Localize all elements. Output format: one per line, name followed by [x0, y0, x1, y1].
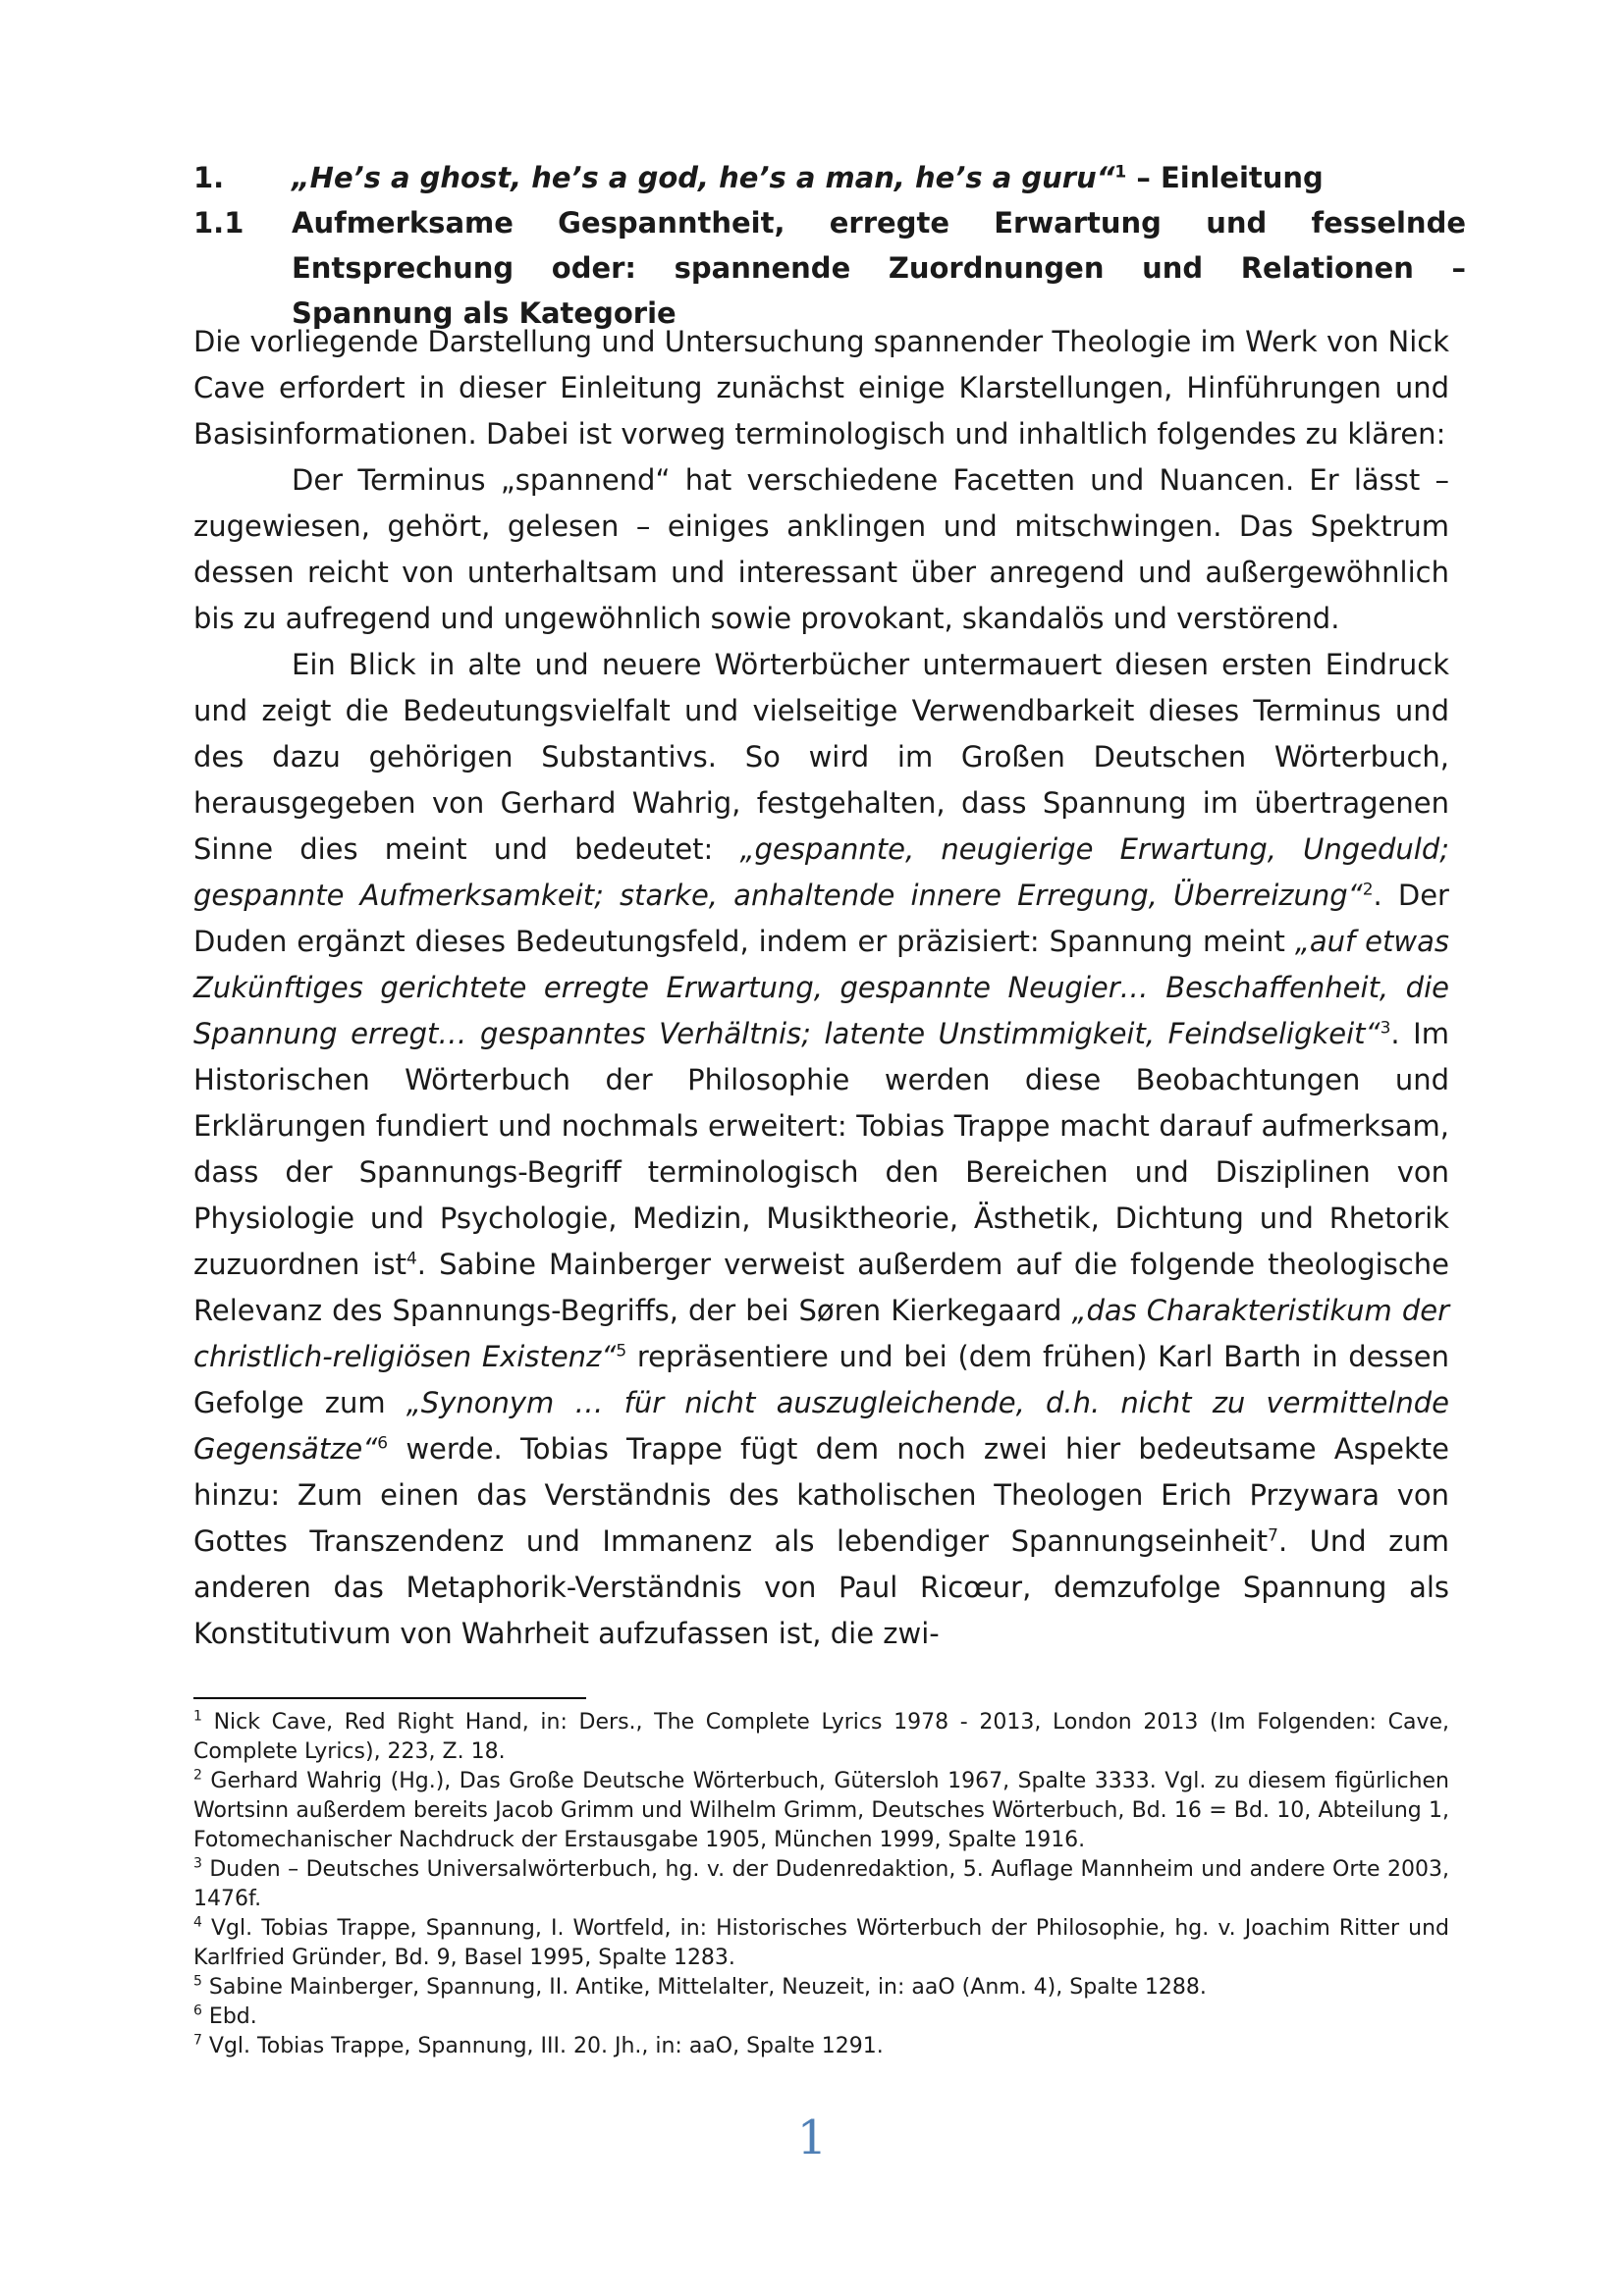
footnote-item: [193, 1973, 1449, 2002]
footnote-text: Ebd.: [201, 2004, 257, 2029]
footnote-item: [193, 1914, 1449, 1973]
footnote-ref[interactable]: 1: [1114, 162, 1127, 183]
quotation: „auf etwas Zukünftiges gerichtete erregte Erwartung, gespannte Neugier… Beschaffenheit, die Spannung erregt… gespanntes Verhältnis; latente Unstimmigkeit, Feindseligkeit“: [193, 925, 1449, 1050]
page-number: 1: [796, 2110, 828, 2165]
footnote-ref[interactable]: 6: [377, 1433, 389, 1454]
footnote-ref[interactable]: 7: [1268, 1525, 1278, 1546]
paragraph-1: Die vorliegende Darstellung und Untersuchung spannender Theologie im Werk von Nick Cave erfordert in dieser Einleitung zunächst einige Klarstellungen, Hinführungen und Basisinformationen. Dabei ist vorweg terminologisch und inhaltlich folgendes zu klären:: [193, 325, 1449, 451]
paragraph-text: . Sabine Mainberger verweist außerdem auf die folgende theologische Relevanz des Spannungs-Begriffs, der bei Søren Kierkegaard: [193, 1248, 1449, 1327]
footnote-separator: [193, 1697, 586, 1699]
footnote-text: Vgl. Tobias Trappe, Spannung, III. 20. Jh., in: aaO, Spalte 1291.: [201, 2034, 884, 2058]
footnotes: [193, 1708, 1449, 2071]
footnote-item: [193, 2032, 1449, 2061]
footnote-ref[interactable]: 5: [616, 1341, 627, 1362]
footnote-number: 2: [193, 1767, 202, 1784]
footnote-number: 1: [193, 1708, 202, 1725]
chapter-title-rest: – Einleitung: [1126, 161, 1324, 194]
footnote-item: [193, 1855, 1449, 1914]
quotation: „das Charakteristikum der christlich-religiösen Existenz“: [193, 1294, 1449, 1373]
footnote-ref[interactable]: 3: [1380, 1018, 1391, 1039]
paragraph-text: . Und zum anderen das Metaphorik-Verständnis von Paul Ricœur, demzufolge Spannung als Konstitutivum von Wahrheit aufzufassen ist, die zwi-: [193, 1524, 1449, 1650]
body-text: [193, 319, 1450, 1650]
footnote-item: [193, 1767, 1449, 1855]
paragraph-text: repräsentiere und bei (dem frühen) Karl Barth in dessen Gefolge zum: [193, 1340, 1449, 1419]
paragraph-text: werde. Tobias Trappe fügt dem noch zwei hier bedeutsame Aspekte hinzu: Zum einen das Verständnis des katholischen Theologen Erich Przywara von Gottes Transzendenz und Immanenz als lebendiger Spannungseinheit: [193, 1432, 1449, 1558]
footnote-number: 4: [193, 1914, 202, 1931]
footnote-text: Sabine Mainberger, Spannung, II. Antike, Mittelalter, Neuzeit, in: aaO (Anm. 4), Spalte 1288.: [201, 1975, 1207, 2000]
chapter-title-quote: „He’s a ghost, he’s a god, he’s a man, he’s a guru“: [292, 161, 1115, 194]
footnote-item: [193, 1708, 1449, 1767]
chapter-heading: [193, 155, 1470, 200]
footnote-number: 5: [193, 1973, 202, 1990]
paragraph-text: . Im Historischen Wörterbuch der Philosophie werden diese Beobachtungen und Erklärungen fundiert und nochmals erweitert: Tobias Trappe macht darauf aufmerksam, dass der Spannungs-Begriff terminologisch den Bereichen und Disziplinen von Physiologie und Psychologie, Medizin, Musiktheorie, Ästhetik, Dichtung und Rhetorik zuzuordnen ist: [193, 1017, 1449, 1281]
footnote-text: Vgl. Tobias Trappe, Spannung, I. Wortfeld, in: Historisches Wörterbuch der Philosophie, hg. v. Joachim Ritter und Karlfried Gründer, Bd. 9, Basel 1995, Spalte 1283.: [193, 1916, 1449, 1970]
footnote-number: 6: [193, 2002, 202, 2019]
footnote-ref[interactable]: 4: [406, 1249, 417, 1269]
paragraph-text: Ein Blick in alte und neuere Wörterbücher untermauert diesen ersten Eindruck und zeigt die Bedeutungsvielfalt und vielseitige Verwendbarkeit dieses Terminus und des dazu gehörigen Substantivs. So wird im Großen Deutschen Wörterbuch, herausgegeben von Gerhard Wahrig, festgehalten, dass Spannung im übertragenen Sinne dies meint und bedeutet:: [193, 648, 1449, 866]
footnote-text: Duden – Deutsches Universalwörterbuch, hg. v. der Dudenredaktion, 5. Auflage Mannheim und andere Orte 2003, 1476f.: [193, 1857, 1449, 1911]
footnote-text: Gerhard Wahrig (Hg.), Das Große Deutsche Wörterbuch, Gütersloh 1967, Spalte 3333. Vgl. zu diesem figürlichen Wortsinn außerdem bereits Jacob Grimm und Wilhelm Grimm, Deutsches Wörterbuch, Bd. 16 = Bd. 10, Abteilung 1, Fotomechanischer Nachdruck der Erstausgabe 1905, München 1999, Spalte 1916.: [193, 1769, 1449, 1852]
paragraph-2: Der Terminus „spannend“ hat verschiedene Facetten und Nuancen. Er lässt – zugewiesen, gehört, gelesen – einiges anklingen und mitschwingen. Das Spektrum dessen reicht von unterhaltsam und interessant über anregend und außergewöhnlich bis zu aufregend und ungewöhnlich sowie provokant, skandalös und verstörend.: [193, 463, 1449, 635]
footnote-text: Nick Cave, Red Right Hand, in: Ders., The Complete Lyrics 1978 - 2013, London 2013 (Im Folgenden: Cave, Complete Lyrics), 223, Z. 18.: [193, 1710, 1449, 1764]
section-title: Aufmerksame Gespanntheit, erregte Erwartung und fesselnde Entsprechung oder: spannende Zuordnungen und Relationen – Spannung als Kategorie: [292, 206, 1466, 330]
footnote-ref[interactable]: 2: [1362, 880, 1374, 900]
section-number: 1.1: [193, 206, 244, 240]
quotation: „Synonym … für nicht auszugleichende, d.h. nicht zu vermittelnde Gegensätze“: [193, 1386, 1449, 1466]
footnote-number: 3: [193, 1855, 202, 1872]
footnote-item: [193, 2002, 1449, 2032]
quotation: „gespannte, neugierige Erwartung, Ungeduld; gespannte Aufmerksamkeit; starke, anhaltende innere Erregung, Überreizung“: [193, 832, 1450, 912]
section-heading: [193, 200, 1470, 330]
chapter-number: 1.: [193, 161, 225, 194]
paragraph-3: [193, 642, 1449, 1657]
paragraph-text: . Der Duden ergänzt dieses Bedeutungsfeld, indem er präzisiert: Spannung meint: [193, 879, 1449, 958]
footnote-number: 7: [193, 2032, 202, 2049]
chapter-title: [292, 155, 1466, 200]
